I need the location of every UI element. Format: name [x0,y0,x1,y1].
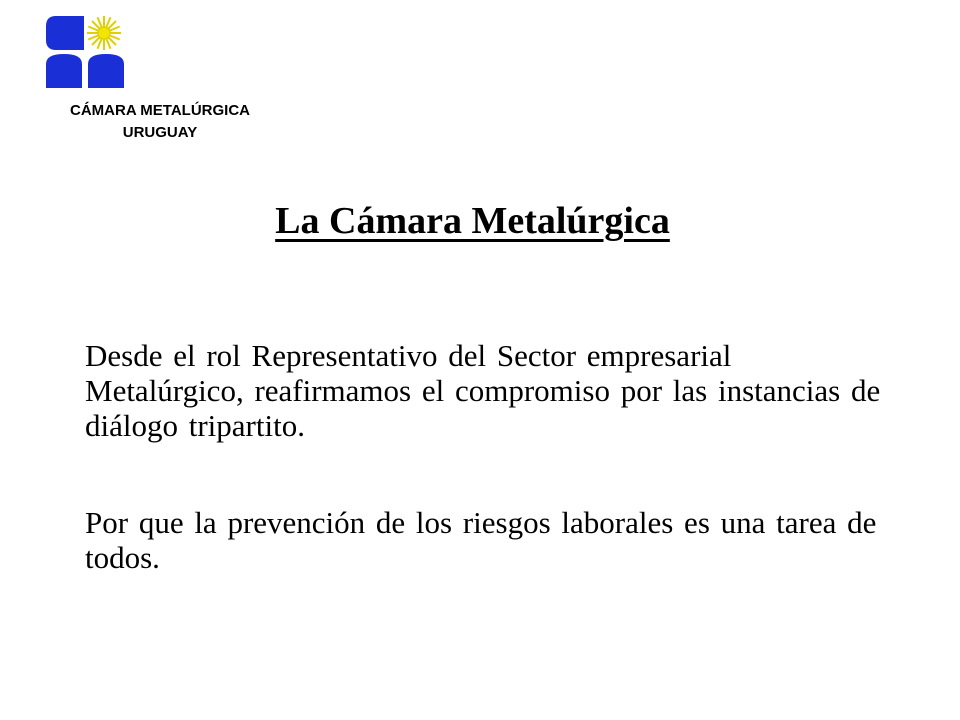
logo-caption-line-2: URUGUAY [122,124,198,141]
paragraph-prevention: Por que la prevención de los riesgos laborales es una tarea de todos. [85,505,877,575]
paragraph-commitment: Desde el rol Representativo del Sector empresarial Metalúrgico, reafirmamos el compromiso por las instancias de diálogo tripartito. [85,338,881,443]
logo-caption-line-1: CÁMARA METALÚRGICA [70,102,250,119]
camara-metalurgica-logo-icon [44,14,134,90]
slide-title: La Cámara Metalúrgica [275,200,670,242]
logo-caption [30,100,290,144]
